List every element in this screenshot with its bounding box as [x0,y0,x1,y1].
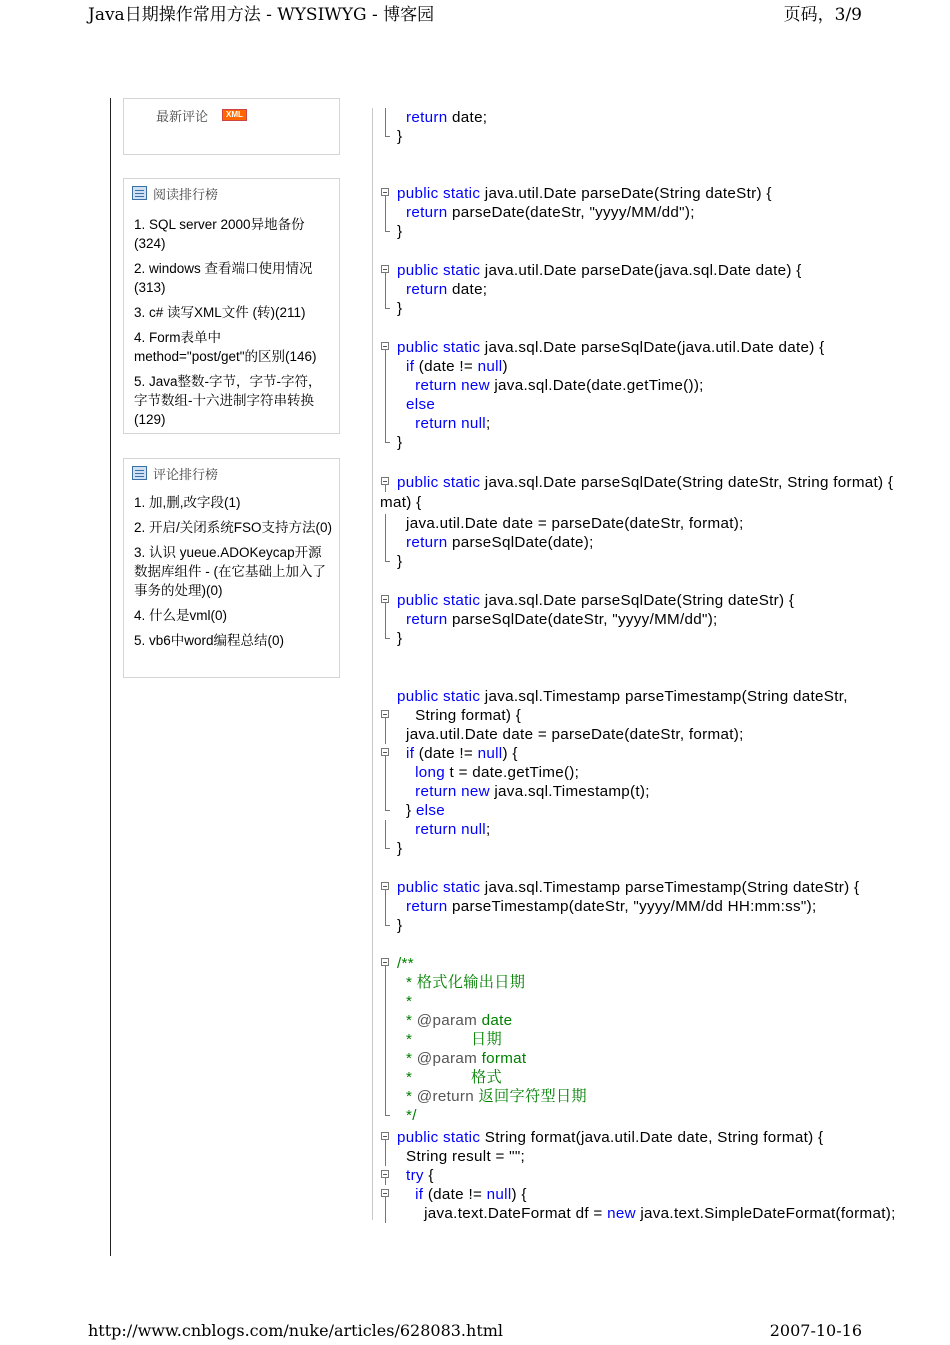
code-fold-gutter [372,280,390,299]
code-token: ) [502,358,508,375]
code-token: public static [397,1129,481,1146]
code-token: /** [397,955,414,972]
code-fold-gutter [372,629,390,648]
code-line [397,820,490,839]
code-token: * [397,993,413,1010]
code-fold-gutter [372,1049,390,1068]
code-token: java.sql.Timestamp parseTimestamp(String dateStr) { [480,879,860,896]
page-number: 页码，3/9 [783,5,862,25]
code-fold-gutter [372,1204,390,1223]
code-fold-gutter[interactable] [372,338,390,357]
code-fold-gutter [372,108,390,127]
recent-comments-title[interactable]: 最新评论 [156,108,209,124]
code-token [397,358,406,375]
code-token: * [397,1012,417,1029]
code-token: ) { [511,1186,527,1203]
code-token: java.text.SimpleDateFormat(format); [635,1205,896,1222]
code-token: * 日期 [397,1031,502,1048]
code-token: } [397,128,403,145]
code-token: * [397,1050,417,1067]
code-fold-gutter [372,376,390,395]
read-rank-item[interactable]: 3. c# 读写XML文件 (转)(211) [134,305,306,320]
code-line [397,552,402,571]
code-token: { [423,1167,434,1184]
code-line [397,280,487,299]
comment-rank-item[interactable]: 1. 加,删,改字段(1) [134,495,241,510]
code-line [397,706,521,725]
read-rank-title: 阅读排行榜 [153,186,219,202]
page-header [88,0,862,24]
code-line [397,395,435,414]
code-token [397,109,406,126]
code-fold-gutter [372,820,390,839]
code-token: else [415,802,445,819]
code-token: java.util.Date date = parseDate(dateStr, format); [397,726,744,743]
list-icon [132,186,147,200]
code-fold-gutter [372,992,390,1011]
code-fold-gutter[interactable] [372,1185,390,1204]
code-fold-gutter[interactable] [372,706,390,725]
code-token [397,611,406,628]
code-line [397,473,893,492]
code-token [397,534,406,551]
code-fold-gutter [372,299,390,318]
code-token: mat) { [380,494,422,511]
code-line [397,973,525,992]
code-fold-gutter [372,725,390,744]
code-fold-gutter [372,552,390,571]
list-icon [132,466,147,480]
code-line [397,1147,525,1166]
code-token: parseDate(dateStr, "yyyy/MM/dd"); [447,204,695,221]
code-token: (date != [423,1186,487,1203]
code-token [397,1186,415,1203]
code-token: */ [397,1107,417,1124]
code-token: return null [415,821,486,838]
read-rank-list [124,215,339,429]
code-token [397,745,406,762]
recent-comments-title-row [124,99,339,131]
code-token: public static [397,262,481,279]
code-fold-gutter [372,1030,390,1049]
code-token [397,204,406,221]
code-fold-gutter [372,222,390,241]
code-line [397,1049,526,1068]
code-fold-gutter [372,203,390,222]
code-fold-gutter[interactable] [372,473,390,492]
code-line [397,357,508,376]
code-line [397,261,802,280]
code-token: null [486,1186,512,1203]
code-fold-gutter [372,127,390,146]
code-line [397,376,704,395]
code-line [397,184,772,203]
code-token: return [406,611,448,628]
code-line [397,514,744,533]
code-line [397,1166,434,1185]
code-token: public static [397,688,481,705]
code-fold-gutter [372,433,390,452]
code-fold-gutter [372,897,390,916]
code-fold-gutter [372,1068,390,1087]
code-line [397,222,402,241]
code-line [397,916,402,935]
code-line [397,1087,587,1106]
code-token: return [406,534,448,551]
code-line [397,414,490,433]
code-token: 返回字符型日期 [473,1088,587,1105]
code-fold-gutter [372,916,390,935]
code-token: * [397,1088,417,1105]
code-token: java.util.Date parseDate(String dateStr) { [480,185,772,202]
code-token: java.text.DateFormat df = [397,1205,608,1222]
code-line [397,299,402,318]
comment-rank-item[interactable]: 5. vb6中word编程总结(0) [134,633,285,648]
comment-rank-item[interactable]: 3. 认识 yueue.ADOKeycap开源数据库组件 - (在它基础上加入了事务的处理)(0) [134,545,326,598]
code-token: String format) { [397,707,522,724]
code-token [397,396,406,413]
code-token: return [406,898,448,915]
read-rank-item[interactable]: 4. Form表单中method="post/get"的区别(146) [134,330,317,364]
comment-rank-title-row [124,459,339,487]
code-token: return [406,109,448,126]
code-token: return [406,204,448,221]
code-token: @param [416,1012,478,1029]
code-block [372,108,896,1222]
code-token: public static [397,474,481,491]
code-fold-gutter[interactable] [372,1166,390,1185]
code-token: return new [415,783,490,800]
code-fold-gutter [372,357,390,376]
code-line [397,108,487,127]
code-fold-gutter[interactable] [372,184,390,203]
read-rank-item[interactable]: 5. Java整数-字节，字节-字符，字节数组-十六进制字符串转换 (129) [134,374,322,427]
code-line [397,954,414,973]
code-line [397,1011,512,1030]
print-date: 2007-10-16 [769,1321,862,1340]
code-fold-gutter[interactable] [372,744,390,763]
code-token: ) { [502,745,518,762]
code-fold-gutter [372,839,390,858]
code-token: java.sql.Date parseSqlDate(String dateStr) { [480,592,795,609]
page-url: http://www.cnblogs.com/nuke/articles/628083.html [88,1321,504,1340]
code-token: public static [397,339,481,356]
code-line [397,839,402,858]
code-token: public static [397,592,481,609]
code-token: return [406,281,448,298]
left-margin-rule [110,98,111,1256]
code-token: } [397,223,403,240]
comment-rank-item[interactable]: 2. 开启/关闭系统FSO支持方法(0) [134,520,333,535]
code-token: } [397,917,403,934]
code-token: java.sql.Timestamp(t); [489,783,650,800]
code-line [397,433,402,452]
code-fold-gutter [372,1147,390,1166]
code-line [397,782,650,801]
page-header-title: Java日期操作常用方法 - WYSIWYG - 博客园 [88,5,435,25]
code-line [397,744,518,763]
code-token: String result = ""; [397,1148,526,1165]
code-token [397,821,415,838]
code-token: java.sql.Date parseSqlDate(String dateStr, String format) { [480,474,894,491]
code-line [397,1128,823,1147]
code-token: public static [397,185,481,202]
code-token: long [415,764,446,781]
code-line [397,725,744,744]
code-line [397,687,848,706]
comment-rank-item[interactable]: 4. 什么是vml(0) [134,608,228,623]
code-fold-gutter [372,1011,390,1030]
code-fold-gutter [372,763,390,782]
code-token: null [477,358,503,375]
code-line [397,127,402,146]
code-line [397,1106,417,1125]
code-line [397,591,794,610]
code-token: * 格式 [397,1069,502,1086]
code-token: date; [447,109,488,126]
code-line [397,1068,502,1087]
code-token: } [397,434,403,451]
code-token: java.util.Date parseDate(java.sql.Date date) { [480,262,802,279]
code-token: parseSqlDate(dateStr, "yyyy/MM/dd"); [447,611,718,628]
comment-rank-list [124,493,339,650]
code-token [397,415,415,432]
read-rank-title-row [124,179,339,207]
code-fold-gutter[interactable] [372,1128,390,1147]
read-rank-item[interactable]: 2. windows 查看端口使用情况(313) [134,261,313,295]
code-token: String format(java.util.Date date, String format) { [480,1129,824,1146]
read-rank-item[interactable]: 1. SQL server 2000异地备份(324) [134,217,305,251]
code-token: parseTimestamp(dateStr, "yyyy/MM/dd HH:mm:ss"); [447,898,817,915]
code-fold-gutter [372,395,390,414]
comment-rank-panel [123,458,340,678]
code-token: @param [416,1050,478,1067]
code-fold-gutter[interactable] [372,954,390,973]
code-line [397,897,816,916]
code-token: } [397,630,403,647]
code-token: ; [485,821,491,838]
code-token: } [397,553,403,570]
code-token: java.sql.Timestamp parseTimestamp(String dateStr, [480,688,848,705]
code-token: public static [397,879,481,896]
code-line [397,610,718,629]
code-fold-gutter [372,1087,390,1106]
code-line [397,763,579,782]
recent-comments-panel [123,98,340,155]
code-line [397,992,412,1011]
code-fold-gutter [372,1106,390,1125]
code-token: } [397,840,403,857]
code-line [397,878,859,897]
code-token: java.sql.Date(date.getTime()); [489,377,704,394]
code-line [397,338,825,357]
code-fold-gutter [372,801,390,820]
code-token: else [406,396,436,413]
code-token: try [406,1167,424,1184]
code-token: @return [416,1088,474,1105]
code-token: } [397,802,416,819]
code-token: format [477,1050,527,1067]
read-rank-panel [123,178,340,434]
code-token: } [397,300,403,317]
code-line [397,629,402,648]
code-fold-gutter [372,533,390,552]
code-line [397,801,445,820]
code-token: ; [485,415,491,432]
code-token: null [477,745,503,762]
code-line [397,203,695,222]
code-fold-gutter[interactable] [372,591,390,610]
code-token [397,898,406,915]
code-token: if [415,1186,424,1203]
code-token [397,764,415,781]
xml-feed-badge[interactable]: XML [222,109,247,121]
code-token: * 格式化输出日期 [397,974,526,991]
code-line [397,1030,502,1049]
code-token: t = date.getTime(); [445,764,580,781]
page-footer [88,1321,862,1345]
code-fold-gutter [372,610,390,629]
code-line [397,533,594,552]
code-fold-gutter [372,514,390,533]
code-token: (date != [414,358,478,375]
code-fold-gutter[interactable] [372,261,390,280]
code-line [397,1185,527,1204]
code-token: (date != [414,745,478,762]
code-token [397,1167,406,1184]
code-fold-gutter[interactable] [372,878,390,897]
code-token: return new [415,377,490,394]
code-token: if [406,358,415,375]
code-token: java.util.Date date = parseDate(dateStr, format); [397,515,744,532]
code-token: parseSqlDate(date); [447,534,594,551]
code-token [397,281,406,298]
code-token [397,377,415,394]
code-token: date; [447,281,488,298]
code-fold-gutter [372,414,390,433]
code-token: java.sql.Date parseSqlDate(java.util.Date date) { [480,339,825,356]
code-line [380,493,421,512]
comment-rank-title: 评论排行榜 [153,466,219,482]
code-token: new [607,1205,636,1222]
code-fold-gutter [372,973,390,992]
code-token: date [477,1012,513,1029]
code-token: if [406,745,415,762]
code-line [397,1204,896,1223]
code-fold-gutter [372,782,390,801]
code-token: return null [415,415,486,432]
code-token [397,783,415,800]
